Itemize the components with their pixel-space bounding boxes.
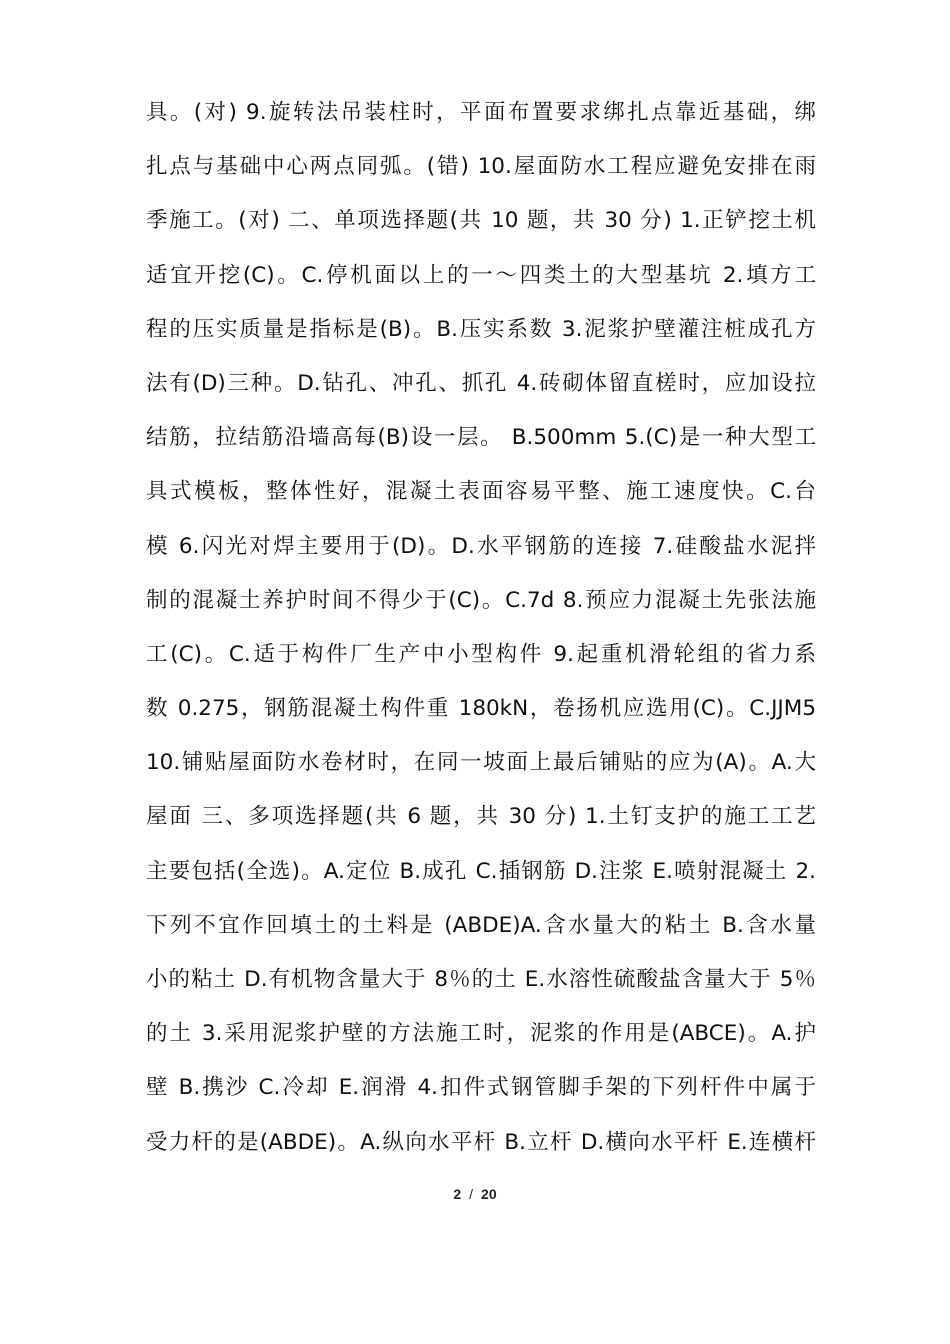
text-line: 程的压实质量是指标是(B)。B.压实系数 3.泥浆护壁灌注桩成孔方 bbox=[146, 316, 816, 342]
text-line: 结筋，拉结筋沿墙高每(B)设一层。 B.500mm 5.(C)是一种大型工 bbox=[146, 425, 816, 451]
text-line: 小的粘土 D.有机物含量大于 8％的土 E.水溶性硫酸盐含量大于 5％ bbox=[146, 967, 816, 992]
text-line: 法有(D)三种。D.钻孔、冲孔、抓孔 4.砖砌体留直槎时，应加设拉 bbox=[146, 370, 816, 396]
text-line: 适宜开挖(C)。C.停机面以上的一～四类土的大型基坑 2.填方工 bbox=[146, 262, 816, 288]
text-line: 屋面 三、多项选择题(共 6 题，共 30 分) 1.土钉支护的施工工艺 bbox=[146, 804, 816, 830]
text-line: 的土 3.采用泥浆护壁的方法施工时，泥浆的作用是(ABCE)。A.护 bbox=[146, 1021, 816, 1047]
text-line: 模 6.闪光对焊主要用于(D)。D.水平钢筋的连接 7.硅酸盐水泥拌 bbox=[146, 533, 816, 559]
current-page-number: 2 bbox=[453, 1186, 462, 1202]
page-separator: / bbox=[469, 1186, 474, 1202]
text-line: 下列不宜作回填土的土料是 (ABDE)A.含水量大的粘土 B.含水量 bbox=[146, 912, 816, 938]
text-line: 主要包括(全选)。A.定位 B.成孔 C.插钢筋 D.注浆 E.喷射混凝土 2. bbox=[146, 858, 816, 884]
text-line: 制的混凝土养护时间不得少于(C)。C.7d 8.预应力混凝土先张法施 bbox=[146, 587, 816, 613]
text-line: 具。(对) 9.旋转法吊装柱时，平面布置要求绑扎点靠近基础，绑 bbox=[146, 100, 816, 125]
text-line: 数 0.275，钢筋混凝土构件重 180kN，卷扬机应选用(C)。C.JJM5 bbox=[146, 696, 816, 722]
text-line: 具式模板，整体性好，混凝土表面容易平整、施工速度快。C.台 bbox=[146, 479, 816, 505]
text-line: 10.铺贴屋面防水卷材时，在同一坡面上最后铺贴的应为(A)。A.大 bbox=[146, 750, 816, 776]
text-line: 受力杆的是(ABDE)。A.纵向水平杆 B.立杆 D.横向水平杆 E.连横杆 bbox=[146, 1129, 816, 1155]
text-line: 扎点与基础中心两点同弧。(错) 10.屋面防水工程应避免安排在雨 bbox=[146, 154, 816, 180]
text-line: 工(C)。C.适于构件厂生产中小型构件 9.起重机滑轮组的省力系 bbox=[146, 641, 816, 667]
total-page-count: 20 bbox=[481, 1186, 497, 1202]
page-number bbox=[0, 1186, 950, 1202]
body-text bbox=[146, 86, 816, 1170]
text-line: 壁 B.携沙 C.冷却 E.润滑 4.扣件式钢管脚手架的下列杆件中属于 bbox=[146, 1075, 816, 1101]
text-line: 季施工。(对) 二、单项选择题(共 10 题，共 30 分) 1.正铲挖土机 bbox=[146, 208, 816, 234]
